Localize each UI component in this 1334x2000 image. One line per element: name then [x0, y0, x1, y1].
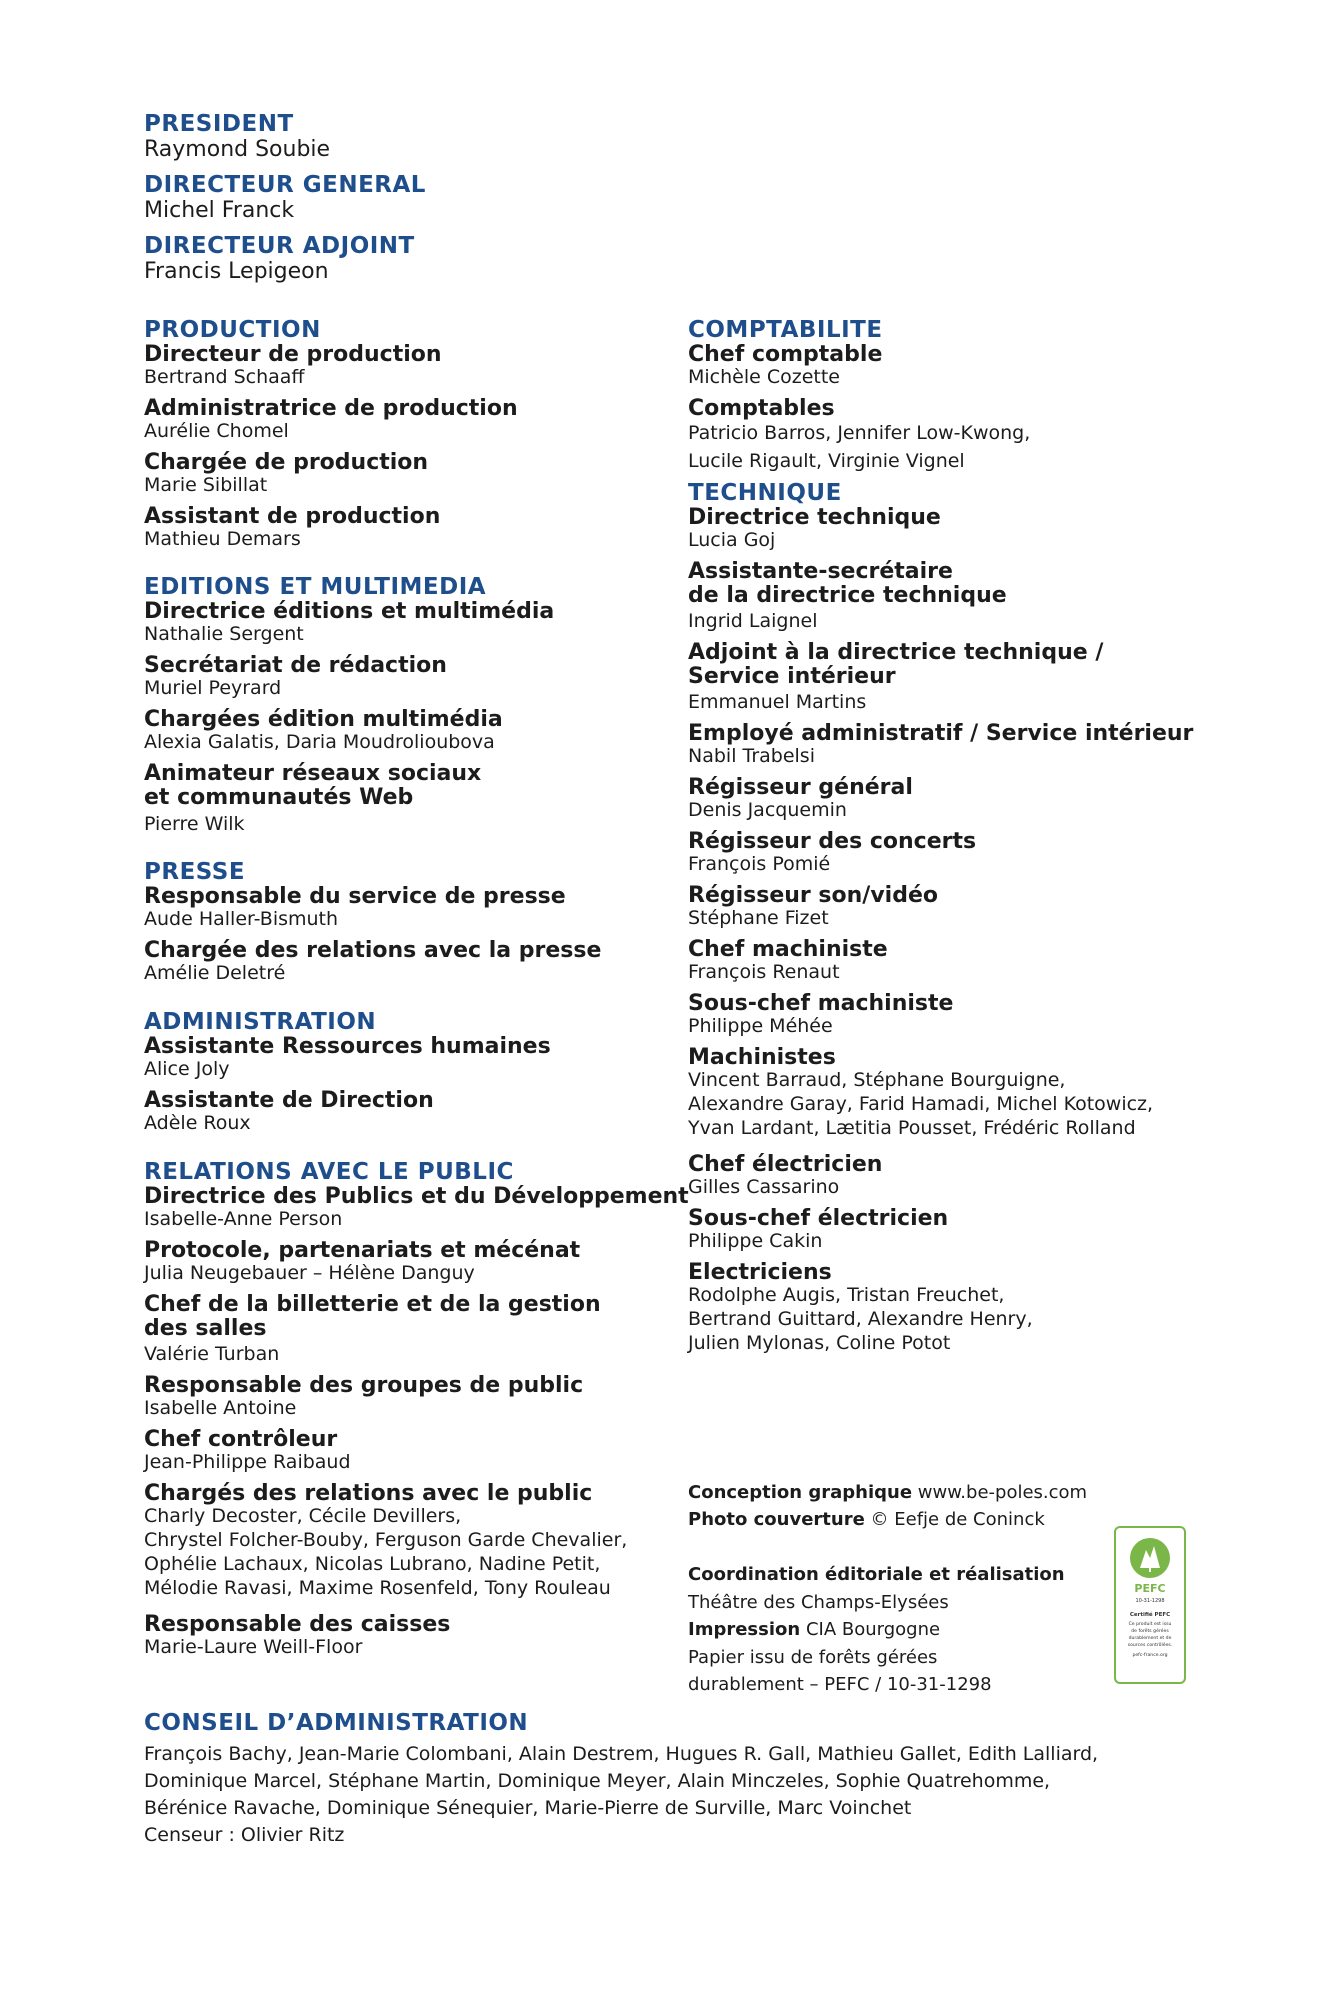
technique-heading: TECHNIQUE [688, 480, 842, 506]
conseil-heading: CONSEIL D’ADMINISTRATION [144, 1710, 529, 1736]
credit-papier: durablement – PEFC / 10-31-1298 [688, 1674, 992, 1695]
pefc-line: de forêts gérées [1131, 1629, 1169, 1634]
pefc-line: Ce produit est issu [1128, 1622, 1172, 1627]
credit-label: Photo couverture [688, 1509, 865, 1530]
role: Chargées édition multimédia [144, 707, 503, 732]
role: Sous-chef électricien [688, 1206, 949, 1231]
president-heading: PRESIDENT [144, 111, 294, 137]
credit-label: Conception graphique [688, 1482, 913, 1503]
person-name: Bertrand Schaaff [144, 366, 305, 388]
role: Chef contrôleur [144, 1427, 338, 1452]
person-name: Amélie Deletré [144, 962, 286, 984]
person-name: Michèle Cozette [688, 366, 840, 388]
person-name: Yvan Lardant, Lætitia Pousset, Frédéric Rolland [688, 1117, 1136, 1139]
credit-impression [688, 1616, 940, 1643]
presse-heading: PRESSE [144, 859, 246, 885]
credit-label: Impression [688, 1619, 801, 1640]
conseil-line: François Bachy, Jean-Marie Colombani, Alain Destrem, Hugues R. Gall, Mathieu Gallet, Edith Lalliard, [144, 1743, 1099, 1765]
conseil-line: Dominique Marcel, Stéphane Martin, Dominique Meyer, Alain Minczeles, Sophie Quatrehomme, [144, 1770, 1051, 1792]
role: Chef de la billetterie et de la gestion [144, 1292, 601, 1317]
role: Responsable du service de presse [144, 884, 566, 909]
person-name: Lucia Goj [688, 529, 776, 551]
credit-value: www.be-poles.com [917, 1482, 1088, 1503]
person-name: Ingrid Laignel [688, 610, 818, 632]
person-name: Mélodie Ravasi, Maxime Rosenfeld, Tony Rouleau [144, 1577, 611, 1599]
role: Assistante Ressources humaines [144, 1034, 551, 1059]
role: Comptables [688, 396, 835, 421]
pefc-site: pefc-france.org [1132, 1653, 1168, 1658]
person-name: Marie-Laure Weill-Floor [144, 1636, 363, 1658]
directeur-general-heading: DIRECTEUR GENERAL [144, 172, 426, 198]
role: Responsable des groupes de public [144, 1373, 584, 1398]
role: Chef électricien [688, 1152, 883, 1177]
person-name: Julien Mylonas, Coline Potot [688, 1332, 951, 1354]
role: Directrice technique [688, 505, 941, 530]
person-name: Rodolphe Augis, Tristan Freuchet, [688, 1284, 1005, 1306]
pefc-brand: PEFC [1134, 1582, 1166, 1595]
role: Administratrice de production [144, 396, 518, 421]
role: Sous-chef machiniste [688, 991, 954, 1016]
person-name: Stéphane Fizet [688, 907, 829, 929]
credit-conception [688, 1479, 1087, 1506]
pefc-logo [1114, 1526, 1186, 1684]
person-name: Jean-Philippe Raibaud [144, 1451, 351, 1473]
person-name: Aurélie Chomel [144, 420, 289, 442]
person-name: Isabelle-Anne Person [144, 1208, 343, 1230]
person-name: Ophélie Lachaux, Nicolas Lubrano, Nadine Petit, [144, 1553, 601, 1575]
pefc-line: durablement et de [1128, 1636, 1172, 1641]
person-name: Adèle Roux [144, 1112, 251, 1134]
production-heading: PRODUCTION [144, 317, 321, 343]
person-name: Alexandre Garay, Farid Hamadi, Michel Kotowicz, [688, 1093, 1154, 1115]
credit-value: CIA Bourgogne [805, 1619, 941, 1640]
pefc-line: sources contrôlées. [1127, 1643, 1173, 1648]
role: Chargés des relations avec le public [144, 1481, 593, 1506]
role: Assistante-secrétaire [688, 559, 953, 584]
president-name: Raymond Soubie [144, 137, 331, 162]
credit-value: Théâtre des Champs-Elysées [688, 1592, 949, 1613]
person-name: Bertrand Guittard, Alexandre Henry, [688, 1308, 1033, 1330]
role: Responsable des caisses [144, 1612, 451, 1637]
role: Directrice des Publics et du Développement [144, 1184, 689, 1209]
person-name: Valérie Turban [144, 1343, 280, 1365]
person-name: Pierre Wilk [144, 813, 245, 835]
person-name: Nabil Trabelsi [688, 745, 815, 767]
role: Electriciens [688, 1260, 832, 1285]
pefc-certified: Certifié PEFC [1129, 1612, 1171, 1618]
conseil-line: Bérénice Ravache, Dominique Sénequier, Marie-Pierre de Surville, Marc Voinchet [144, 1797, 912, 1819]
person-name: Patricio Barros, Jennifer Low-Kwong, [688, 422, 1031, 444]
person-name: Julia Neugebauer – Hélène Danguy [144, 1262, 475, 1284]
directeur-adjoint-name: Francis Lepigeon [144, 259, 329, 284]
person-name: Isabelle Antoine [144, 1397, 297, 1419]
person-name: François Renaut [688, 961, 840, 983]
person-name: Alice Joly [144, 1058, 230, 1080]
person-name: François Pomié [688, 853, 831, 875]
role: Régisseur des concerts [688, 829, 977, 854]
credit-photo [688, 1506, 1045, 1533]
person-name: Alexia Galatis, Daria Moudrolioubova [144, 731, 495, 753]
role: et communautés Web [144, 785, 414, 810]
comptabilite-heading: COMPTABILITE [688, 317, 883, 343]
credit-value: © Eefje de Coninck [870, 1509, 1045, 1530]
person-name: Denis Jacquemin [688, 799, 847, 821]
credit-papier: Papier issu de forêts gérées [688, 1647, 938, 1668]
role: Chef comptable [688, 342, 883, 367]
role: Chargée de production [144, 450, 429, 475]
role: Machinistes [688, 1045, 836, 1070]
role: Employé administratif / Service intérieur [688, 721, 1194, 746]
role: Assistante de Direction [144, 1088, 434, 1113]
person-name: Mathieu Demars [144, 528, 301, 550]
person-name: Nathalie Sergent [144, 623, 304, 645]
relations-public-heading: RELATIONS AVEC LE PUBLIC [144, 1159, 514, 1185]
role: Régisseur son/vidéo [688, 883, 939, 908]
role: Chargée des relations avec la presse [144, 938, 602, 963]
person-name: Emmanuel Martins [688, 691, 867, 713]
person-name: Lucile Rigault, Virginie Vignel [688, 450, 965, 472]
directeur-adjoint-heading: DIRECTEUR ADJOINT [144, 233, 415, 259]
pefc-tree-icon [1116, 1528, 1184, 1682]
role: Protocole, partenariats et mécénat [144, 1238, 581, 1263]
person-name: Muriel Peyrard [144, 677, 282, 699]
pefc-code: 10-31-1298 [1135, 1598, 1165, 1604]
person-name: Marie Sibillat [144, 474, 268, 496]
role: Service intérieur [688, 664, 896, 689]
editions-heading: EDITIONS ET MULTIMEDIA [144, 574, 487, 600]
person-name: Vincent Barraud, Stéphane Bourguigne, [688, 1069, 1066, 1091]
person-name: Philippe Méhée [688, 1015, 833, 1037]
role: Régisseur général [688, 775, 913, 800]
role: Secrétariat de rédaction [144, 653, 447, 678]
role: de la directrice technique [688, 583, 1007, 608]
administration-heading: ADMINISTRATION [144, 1009, 377, 1035]
role: des salles [144, 1316, 267, 1341]
credit-label: Coordination éditoriale et réalisation [688, 1564, 1065, 1585]
directeur-general-name: Michel Franck [144, 198, 295, 223]
role: Animateur réseaux sociaux [144, 761, 482, 786]
role: Directeur de production [144, 342, 442, 367]
conseil-censeur: Censeur : Olivier Ritz [144, 1824, 345, 1846]
person-name: Chrystel Folcher-Bouby, Ferguson Garde Chevalier, [144, 1529, 628, 1551]
role: Directrice éditions et multimédia [144, 599, 555, 624]
role: Adjoint à la directrice technique / [688, 640, 1104, 665]
role: Chef machiniste [688, 937, 888, 962]
person-name: Philippe Cakin [688, 1230, 823, 1252]
person-name: Charly Decoster, Cécile Devillers, [144, 1505, 462, 1527]
credit-coordination [688, 1561, 1065, 1588]
person-name: Gilles Cassarino [688, 1176, 840, 1198]
role: Assistant de production [144, 504, 441, 529]
person-name: Aude Haller-Bismuth [144, 908, 339, 930]
